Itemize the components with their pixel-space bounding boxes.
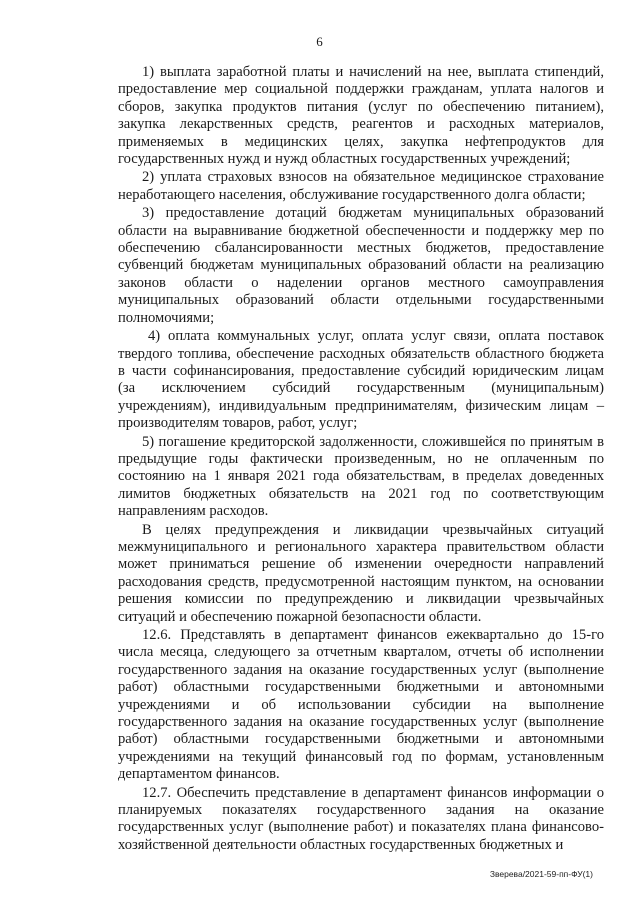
paragraph-item-5: 5) погашение кредиторской задолженности, сложившейся по принятым в предыдущие годы фактически произведенным, но не оплаченным по состоянию на 1 января 2021 года обязательствам, в пределах доведенных лимитов бюджетных обязательств на 2021 год по соответствующим направлениям расходов. xyxy=(118,433,604,520)
paragraph-item-1: 1) выплата заработной платы и начислений на нее, выплата стипендий, предоставление мер социальной поддержки гражданам, уплата налогов и сборов, закупка продуктов питания (услуг по обеспечению питанием), закупка лекарственных средств, реагентов и расходных материалов, применяемых в медицинских целях, закупка нефтепродуктов для государственных нужд и нужд областных государственных учреждений; xyxy=(118,64,604,168)
document-code: Зверева/2021-59-пп-ФУ(1) xyxy=(489,869,593,879)
paragraph-item-3: 3) предоставление дотаций бюджетам муниципальных образований области на выравнивание бюджетной обеспеченности и поддержку мер по обеспечению сбалансированности местных бюджетов, предоставление субвенций бюджетам муниципальных образований области на реализацию законов области о наделении органов местного самоуправления муниципальных образований области отдельными государственными полномочиями; xyxy=(118,205,604,326)
document-body xyxy=(118,64,604,855)
paragraph-item-2: 2) уплата страховых взносов на обязательное медицинское страхование неработающего населения, обслуживание государственного долга области; xyxy=(118,169,604,203)
paragraph-12-7: 12.7. Обеспечить представление в департамент финансов информации о планируемых показателях государственного задания на оказание государственных услуг (выполнение работ) и показателях плана финансово-хозяйственной деятельности областных государственных бюджетных и xyxy=(118,784,604,853)
paragraph-emergency: В целях предупреждения и ликвидации чрезвычайных ситуаций межмуниципального и регионального характера правительством области может приниматься решение об изменении очередности направлений расходования средств, предусмотренной настоящим пунктом, на основании решения комиссии по предупреждению и ликвидации чрезвычайных ситуаций и обеспечению пожарной безопасности области. xyxy=(118,521,604,625)
paragraph-item-4: 4) оплата коммунальных услуг, оплата услуг связи, оплата поставок твердого топлива, обеспечение расходных обязательств областного бюджета в части софинансирования, предоставление субсидий юридическим лицам (за исключением субсидий государственным (муниципальным) учреждениям), индивидуальным предпринимателям, физическим лицам – производителям товаров, работ, услуг; xyxy=(118,328,604,432)
paragraph-12-6: 12.6. Представлять в департамент финансов ежеквартально до 15-го числа месяца, следующего за отчетным кварталом, отчеты об исполнении государственного задания на оказание государственных услуг (выполнение работ) областными государственными бюджетными и автономными учреждениями и об использовании субсидии на выполнение государственного задания на оказание государственных услуг (выполнение работ) областными государственными бюджетными и автономными учреждениями на текущий финансовый год по формам, установленным департаментом финансов. xyxy=(118,627,604,783)
page-number: 6 xyxy=(316,34,323,49)
